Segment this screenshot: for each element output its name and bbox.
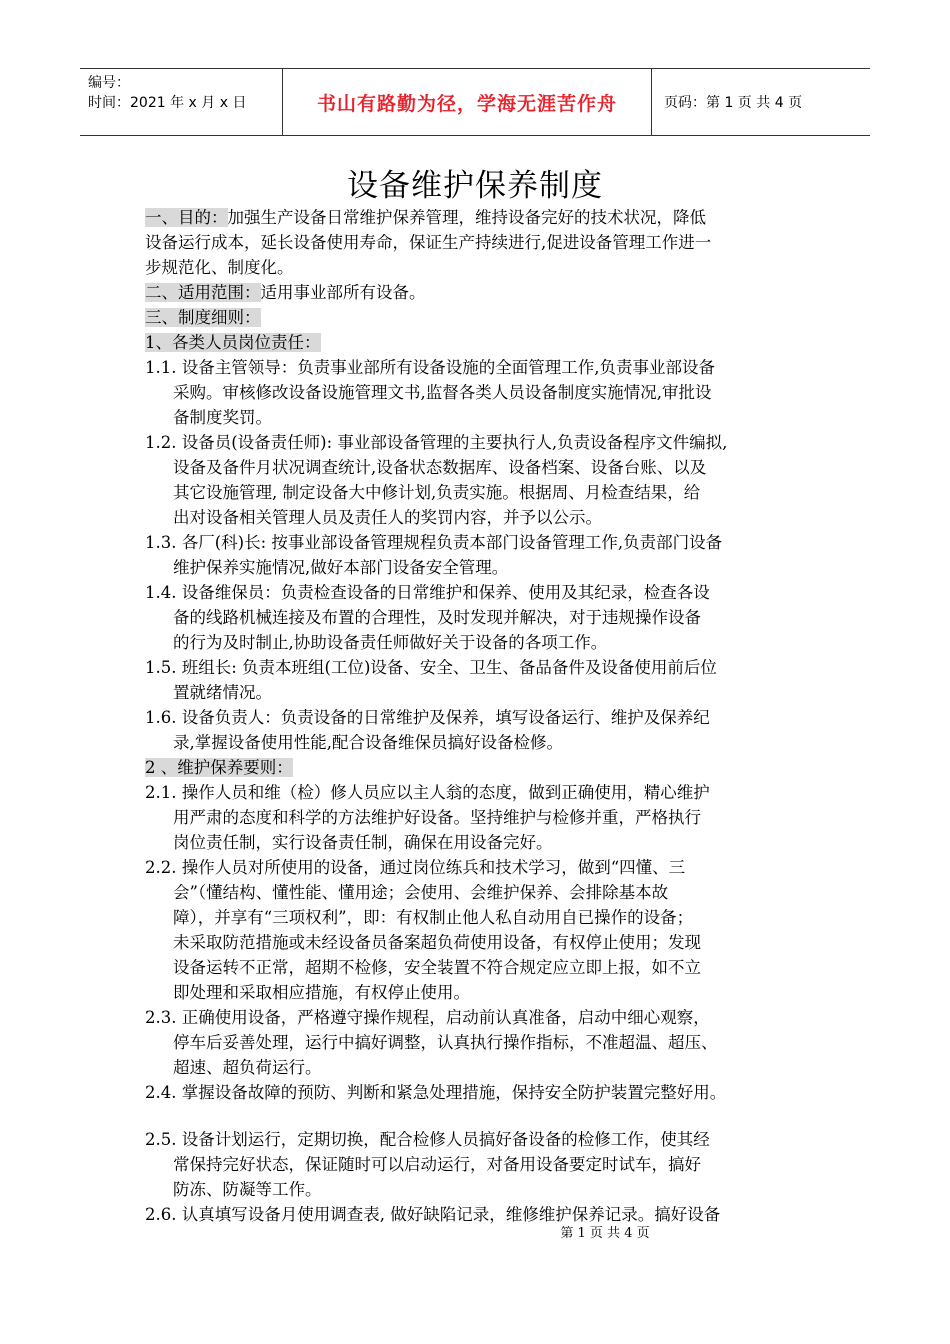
footer-page-number: 第 1 页 共 4 页 xyxy=(560,1226,650,1241)
item-2-3-cont: 超速、超负荷运行。 xyxy=(173,1058,322,1077)
item-1-3-cont: 维护保养实施情况,做好本部门设备安全管理。 xyxy=(173,558,509,577)
item-1-2-cont: 其它设施管理, 制定设备大中修计划,负责实施。根据周、月检查结果，给 xyxy=(173,483,701,502)
item-2-5-cont: 常保持完好状态，保证随时可以启动运行，对备用设备要定时试车，搞好 xyxy=(173,1155,701,1174)
page-info: 页码：第 1 页 共 4 页 xyxy=(664,95,803,111)
purpose-line-1 xyxy=(145,205,825,230)
item-2-1: 2.1. 操作人员和维（检）修人员应以主人翁的态度，做到正确使用，精心维护 xyxy=(145,783,710,802)
motto: 书山有路勤为径，学海无涯苦作舟 xyxy=(316,92,617,115)
item-1-1-cont: 备制度奖罚。 xyxy=(173,408,272,427)
rules-heading: 三、制度细则： xyxy=(145,308,261,327)
item-1-5: 1.5. 班组长: 负责本班组(工位)设备、安全、卫生、备品备件及设备使用前后位 xyxy=(145,658,717,677)
item-2-3: 2.3. 正确使用设备，严格遵守操作规程，启动前认真准备，启动中细心观察， xyxy=(145,1008,710,1027)
purpose-heading: 一、目的： xyxy=(145,208,228,227)
scope-line xyxy=(145,280,825,305)
item-2-2-cont: 会”（懂结构、懂性能、懂用途；会使用、会维护保养、会排除基本故 xyxy=(173,883,669,902)
item-1-5-cont: 置就绪情况。 xyxy=(173,683,272,702)
page-footer xyxy=(0,1222,950,1241)
item-2-4: 2.4. 掌握设备故障的预防、判断和紧急处理措施，保持安全防护装置完整好用。 xyxy=(145,1083,727,1102)
item-2-2-cont: 即处理和采取相应措施，有权停止使用。 xyxy=(173,983,470,1002)
item-2-2-cont: 未采取防范措施或未经设备员备案超负荷使用设备，有权停止使用；发现 xyxy=(173,933,701,952)
document-title: 设备维护保养制度 xyxy=(347,168,603,204)
item-2-5-cont: 防冻、防凝等工作。 xyxy=(173,1180,322,1199)
item-1-4: 1.4. 设备维保员：负责检查设备的日常维护和保养、使用及其纪录，检查各设 xyxy=(145,583,710,602)
item-1-4-cont: 的行为及时制止,协助设备责任师做好关于设备的各项工作。 xyxy=(173,633,608,652)
item-1-2-cont: 出对设备相关管理人员及责任人的奖罚内容，并予以公示。 xyxy=(173,508,602,527)
item-2-5: 2.5. 设备计划运行，定期切换，配合检修人员搞好备设备的检修工作，使其经 xyxy=(145,1130,710,1149)
item-1-1-cont: 采购。审核修改设备设施管理文书,监督各类人员设备制度实施情况,审批设 xyxy=(173,383,712,402)
number-label: 编号： xyxy=(88,75,130,91)
item-2-6: 2.6. 认真填写设备月使用调查表, 做好缺陷记录，维修维护保养记录。搞好设备 xyxy=(145,1205,721,1224)
item-2-1-cont: 用严肃的态度和科学的方法维护好设备。坚持维护与检修并重，严格执行 xyxy=(173,808,701,827)
item-1-4-cont: 备的线路机械连接及布置的合理性，及时发现并解决，对于违规操作设备 xyxy=(173,608,701,627)
item-2-3-cont: 停车后妥善处理，运行中搞好调整，认真执行操作指标，不准超温、超压、 xyxy=(173,1033,718,1052)
section-2-heading: 2 、维护保养要则： xyxy=(145,758,293,777)
header-page-info xyxy=(652,69,870,135)
item-1-2: 1.2. 设备员(设备责任师): 事业部设备管理的主要执行人,负责设备程序文件编拟, xyxy=(145,433,728,452)
scope-heading: 二、适用范围： xyxy=(145,283,261,302)
item-2-2: 2.2. 操作人员对所使用的设备，通过岗位练兵和技术学习，做到“四懂、三 xyxy=(145,858,686,877)
item-1-2-cont: 设备及备件月状况调查统计,设备状态数据库、设备档案、设备台账、以及 xyxy=(173,458,707,477)
section-1-heading: 1、各类人员岗位责任： xyxy=(145,333,321,352)
purpose-line-3: 步规范化、制度化。 xyxy=(145,258,294,277)
purpose-line-2: 设备运行成本，延长设备使用寿命，保证生产持续进行,促进设备管理工作进一 xyxy=(145,233,712,252)
item-2-2-cont: 设备运转不正常，超期不检修，安全装置不符合规定应立即上报，如不立 xyxy=(173,958,701,977)
item-2-2-cont: 障），并享有“三项权利”，即：有权制止他人私自动用自已操作的设备； xyxy=(173,908,694,927)
item-1-6-cont: 录,掌握设备使用性能,配合设备维保员搞好设备检修。 xyxy=(173,733,563,752)
page-header xyxy=(80,68,870,136)
item-1-1: 1.1. 设备主管领导：负责事业部所有设备设施的全面管理工作,负责事业部设备 xyxy=(145,358,715,377)
item-2-1-cont: 岗位责任制，实行设备责任制，确保在用设备完好。 xyxy=(173,833,553,852)
item-1-6: 1.6. 设备负责人：负责设备的日常维护及保养，填写设备运行、维护及保养纪 xyxy=(145,708,710,727)
spacer xyxy=(145,1105,825,1127)
scope-text: 适用事业部所有设备。 xyxy=(260,283,426,302)
document-body xyxy=(145,205,825,1227)
header-meta xyxy=(80,69,282,135)
item-1-3: 1.3. 各厂(科)长: 按事业部设备管理规程负责本部门设备管理工作,负责部门设备 xyxy=(145,533,723,552)
purpose-text: 加强生产设备日常维护保养管理，维持设备完好的技术状况，降低 xyxy=(227,208,706,227)
time-label: 时间：2021 年 x 月 x 日 xyxy=(88,95,247,111)
header-motto-cell xyxy=(282,69,652,135)
